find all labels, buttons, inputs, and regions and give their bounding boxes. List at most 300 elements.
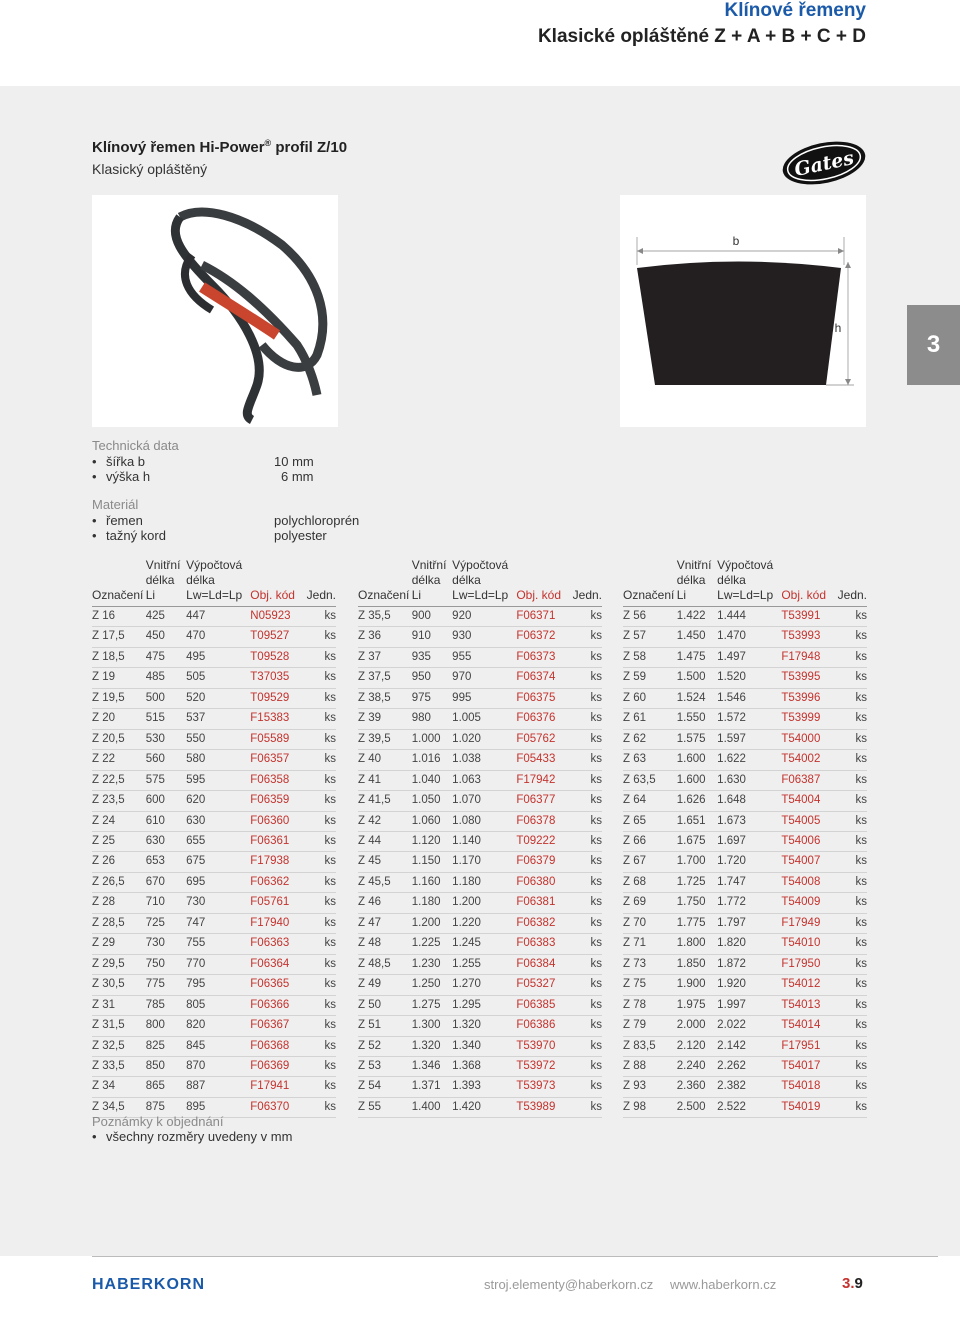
cell-order-code: T53999 (781, 709, 837, 729)
product-title-main: Klínový řemen Hi-Power (92, 139, 265, 156)
cell-designation: Z 52 (358, 1036, 412, 1056)
cell-order-code: F05433 (516, 750, 572, 770)
cell-unit: ks (573, 954, 602, 974)
cell-calc-length: 1.020 (452, 729, 516, 749)
cell-designation: Z 46 (358, 893, 412, 913)
cell-calc-length: 970 (452, 668, 516, 688)
page-title: Klasické opláštěné Z + A + B + C + D (537, 26, 866, 47)
contact-email-link[interactable]: stroj.elementy@haberkorn.cz (484, 1277, 654, 1292)
cell-calc-length: 1.597 (717, 729, 781, 749)
cell-calc-length: 1.368 (452, 1056, 516, 1076)
cell-designation: Z 22 (92, 750, 146, 770)
cell-calc-length: 1.697 (717, 831, 781, 851)
col-designation: Označení (358, 558, 412, 607)
cell-order-code: F17949 (781, 913, 837, 933)
cell-unit: ks (573, 770, 602, 790)
table-row (623, 750, 867, 770)
table-header-row (92, 558, 336, 607)
cell-inner-length: 980 (412, 709, 452, 729)
gates-logo (780, 140, 868, 186)
cell-designation: Z 63,5 (623, 770, 677, 790)
cell-inner-length: 560 (146, 750, 186, 770)
cell-calc-length: 1.622 (717, 750, 781, 770)
cell-designation: Z 70 (623, 913, 677, 933)
cell-inner-length: 2.500 (677, 1097, 717, 1117)
cell-order-code: F06368 (250, 1036, 306, 1056)
cell-order-code: F06385 (516, 995, 572, 1015)
cell-inner-length: 653 (146, 852, 186, 872)
cell-calc-length: 955 (452, 647, 516, 667)
cell-calc-length: 770 (186, 954, 250, 974)
cell-calc-length: 1.063 (452, 770, 516, 790)
table-row (358, 872, 602, 892)
cell-order-code: F06382 (516, 913, 572, 933)
table-row (623, 1036, 867, 1056)
table-row (623, 668, 867, 688)
cell-unit: ks (307, 913, 336, 933)
cell-designation: Z 19,5 (92, 688, 146, 708)
cell-order-code: T53970 (516, 1036, 572, 1056)
cell-designation: Z 36 (358, 627, 412, 647)
cell-inner-length: 1.800 (677, 934, 717, 954)
cell-designation: Z 62 (623, 729, 677, 749)
cell-inner-length: 1.750 (677, 893, 717, 913)
cell-designation: Z 57 (623, 627, 677, 647)
cell-unit: ks (838, 647, 867, 667)
cell-inner-length: 850 (146, 1056, 186, 1076)
table-row (358, 1016, 602, 1036)
cell-order-code: T54008 (781, 872, 837, 892)
cell-unit: ks (573, 913, 602, 933)
cell-designation: Z 18,5 (92, 647, 146, 667)
cell-unit: ks (838, 913, 867, 933)
brand-logo: HABERKORN (92, 1276, 205, 1293)
cell-order-code: T54009 (781, 893, 837, 913)
cell-inner-length: 610 (146, 811, 186, 831)
cell-calc-length: 675 (186, 852, 250, 872)
cell-unit: ks (307, 954, 336, 974)
table-row (358, 831, 602, 851)
table-row (92, 811, 336, 831)
cell-designation: Z 60 (623, 688, 677, 708)
cell-calc-length: 1.747 (717, 872, 781, 892)
cell-designation: Z 19 (92, 668, 146, 688)
cell-designation: Z 55 (358, 1097, 412, 1117)
table-row (623, 791, 867, 811)
cell-order-code: T54002 (781, 750, 837, 770)
cell-designation: Z 16 (92, 607, 146, 627)
cell-inner-length: 1.050 (412, 791, 452, 811)
cell-unit: ks (307, 811, 336, 831)
cell-designation: Z 34 (92, 1077, 146, 1097)
table-row (92, 913, 336, 933)
cell-inner-length: 1.371 (412, 1077, 452, 1097)
cell-calc-length: 1.180 (452, 872, 516, 892)
table-row (92, 791, 336, 811)
cell-calc-length: 795 (186, 975, 250, 995)
cell-calc-length: 2.382 (717, 1077, 781, 1097)
cell-unit: ks (573, 607, 602, 627)
cell-calc-length: 470 (186, 627, 250, 647)
cell-inner-length: 630 (146, 831, 186, 851)
cell-calc-length: 580 (186, 750, 250, 770)
table-row (92, 934, 336, 954)
table-row (623, 934, 867, 954)
table-row (358, 1097, 602, 1117)
cell-designation: Z 65 (623, 811, 677, 831)
col-inner-length: Vnitřní délka Li (146, 558, 186, 607)
cell-unit: ks (307, 872, 336, 892)
cell-order-code: T54004 (781, 791, 837, 811)
table-row (92, 770, 336, 790)
cell-order-code: T54012 (781, 975, 837, 995)
cell-inner-length: 710 (146, 893, 186, 913)
cell-unit: ks (573, 995, 602, 1015)
cell-designation: Z 20,5 (92, 729, 146, 749)
cell-designation: Z 64 (623, 791, 677, 811)
cell-designation: Z 32,5 (92, 1036, 146, 1056)
cell-designation: Z 48,5 (358, 954, 412, 974)
cell-order-code: F06357 (250, 750, 306, 770)
cell-unit: ks (307, 1097, 336, 1117)
cell-order-code: F06371 (516, 607, 572, 627)
tech-item (92, 469, 150, 484)
cell-designation: Z 31 (92, 995, 146, 1015)
cell-calc-length: 1.340 (452, 1036, 516, 1056)
col-calc-length: Výpočtová délka Lw=Ld=Lp (186, 558, 250, 607)
cell-designation: Z 42 (358, 811, 412, 831)
cell-designation: Z 66 (623, 831, 677, 851)
tech-data-heading: Technická data (92, 438, 179, 453)
cell-unit: ks (838, 1056, 867, 1076)
cell-unit: ks (307, 647, 336, 667)
cell-inner-length: 1.120 (412, 831, 452, 851)
col-unit: Jedn. (307, 558, 336, 607)
material-item-value: polychloroprén (274, 513, 360, 528)
cell-calc-length: 1.070 (452, 791, 516, 811)
col-inner-length: Vnitřní délka Li (677, 558, 717, 607)
cell-unit: ks (573, 1036, 602, 1056)
col-unit: Jedn. (573, 558, 602, 607)
cell-order-code: F06366 (250, 995, 306, 1015)
cell-unit: ks (573, 811, 602, 831)
cell-calc-length: 2.522 (717, 1097, 781, 1117)
product-photo (92, 195, 338, 427)
cell-inner-length: 1.200 (412, 913, 452, 933)
order-note-text: všechny rozměry uvedeny v mm (106, 1129, 293, 1144)
table-row (623, 872, 867, 892)
material-item-label: řemen (106, 513, 143, 528)
table-row (358, 893, 602, 913)
table-row (358, 627, 602, 647)
cell-order-code: T54007 (781, 852, 837, 872)
website-link[interactable]: www.haberkorn.cz (670, 1277, 777, 1292)
tech-item-value: 10 mm (274, 454, 314, 469)
table-row (358, 954, 602, 974)
cell-unit: ks (307, 729, 336, 749)
order-notes-heading: Poznámky k objednání (92, 1114, 224, 1129)
cell-unit: ks (573, 1077, 602, 1097)
cell-unit: ks (573, 1097, 602, 1117)
cell-designation: Z 56 (623, 607, 677, 627)
cell-unit: ks (307, 791, 336, 811)
cell-calc-length: 1.245 (452, 934, 516, 954)
material-item (92, 513, 143, 528)
table-row (92, 954, 336, 974)
cell-unit: ks (573, 750, 602, 770)
cell-calc-length: 920 (452, 607, 516, 627)
table-row (92, 627, 336, 647)
table-row (358, 852, 602, 872)
cell-inner-length: 1.975 (677, 995, 717, 1015)
cell-unit: ks (838, 852, 867, 872)
cell-calc-length: 1.200 (452, 893, 516, 913)
cell-unit: ks (307, 1077, 336, 1097)
table-row (92, 729, 336, 749)
cell-unit: ks (573, 729, 602, 749)
cell-order-code: F06376 (516, 709, 572, 729)
cell-calc-length: 805 (186, 995, 250, 1015)
cell-inner-length: 1.160 (412, 872, 452, 892)
bullet-icon: • (92, 469, 97, 484)
cell-calc-length: 1.320 (452, 1016, 516, 1036)
cell-order-code: F06363 (250, 934, 306, 954)
cell-designation: Z 45 (358, 852, 412, 872)
cell-inner-length: 670 (146, 872, 186, 892)
cell-unit: ks (838, 1016, 867, 1036)
cell-order-code: F06358 (250, 770, 306, 790)
cell-calc-length: 1.170 (452, 852, 516, 872)
cell-inner-length: 825 (146, 1036, 186, 1056)
cell-inner-length: 1.500 (677, 668, 717, 688)
tech-item-label: výška h (106, 469, 151, 484)
cell-inner-length: 950 (412, 668, 452, 688)
cell-designation: Z 58 (623, 647, 677, 667)
registered-mark: ® (264, 138, 272, 148)
chapter-tab: 3 (907, 305, 960, 385)
cell-calc-length: 887 (186, 1077, 250, 1097)
cell-order-code: T54000 (781, 729, 837, 749)
cell-unit: ks (838, 934, 867, 954)
table-row (623, 954, 867, 974)
col-calc-length: Výpočtová délka Lw=Ld=Lp (717, 558, 781, 607)
cell-inner-length: 1.900 (677, 975, 717, 995)
cell-inner-length: 1.300 (412, 1016, 452, 1036)
cell-order-code: T54005 (781, 811, 837, 831)
cell-order-code: F06361 (250, 831, 306, 851)
cell-inner-length: 530 (146, 729, 186, 749)
cell-calc-length: 747 (186, 913, 250, 933)
bullet-icon: • (92, 1129, 97, 1144)
table-row (358, 729, 602, 749)
cell-order-code: T37035 (250, 668, 306, 688)
cell-unit: ks (307, 893, 336, 913)
cell-designation: Z 93 (623, 1077, 677, 1097)
table-row (358, 811, 602, 831)
cell-designation: Z 37 (358, 647, 412, 667)
cell-inner-length: 2.120 (677, 1036, 717, 1056)
cell-calc-length: 1.470 (717, 627, 781, 647)
cell-calc-length: 1.220 (452, 913, 516, 933)
table-row (92, 647, 336, 667)
table-row (358, 975, 602, 995)
cell-designation: Z 41 (358, 770, 412, 790)
cell-inner-length: 1.040 (412, 770, 452, 790)
cell-calc-length: 730 (186, 893, 250, 913)
cell-inner-length: 475 (146, 647, 186, 667)
cell-designation: Z 83,5 (623, 1036, 677, 1056)
cell-order-code: T53996 (781, 688, 837, 708)
cell-unit: ks (573, 668, 602, 688)
cell-inner-length: 775 (146, 975, 186, 995)
cell-unit: ks (573, 791, 602, 811)
cell-order-code: F15383 (250, 709, 306, 729)
cell-inner-length: 1.524 (677, 688, 717, 708)
cell-unit: ks (307, 607, 336, 627)
table-row (623, 607, 867, 627)
cell-order-code: F06386 (516, 1016, 572, 1036)
cell-calc-length: 1.673 (717, 811, 781, 831)
table-row (92, 852, 336, 872)
cell-inner-length: 2.240 (677, 1056, 717, 1076)
cell-unit: ks (838, 709, 867, 729)
cell-inner-length: 1.422 (677, 607, 717, 627)
cell-designation: Z 39,5 (358, 729, 412, 749)
cell-designation: Z 31,5 (92, 1016, 146, 1036)
cell-unit: ks (307, 975, 336, 995)
cell-unit: ks (573, 872, 602, 892)
table-row (623, 1016, 867, 1036)
cell-unit: ks (838, 1036, 867, 1056)
cell-designation: Z 39 (358, 709, 412, 729)
table-row (92, 709, 336, 729)
cell-inner-length: 1.600 (677, 770, 717, 790)
cell-order-code: T54019 (781, 1097, 837, 1117)
col-inner-length: Vnitřní délka Li (412, 558, 452, 607)
chapter-number: 3. (842, 1275, 855, 1292)
cell-inner-length: 450 (146, 627, 186, 647)
cell-calc-length: 820 (186, 1016, 250, 1036)
cell-inner-length: 865 (146, 1077, 186, 1097)
cell-inner-length: 1.346 (412, 1056, 452, 1076)
width-label: b (732, 234, 740, 248)
cell-unit: ks (307, 770, 336, 790)
cell-order-code: F17941 (250, 1077, 306, 1097)
cell-unit: ks (838, 729, 867, 749)
cell-unit: ks (838, 750, 867, 770)
cell-order-code: F05761 (250, 893, 306, 913)
cell-unit: ks (573, 934, 602, 954)
cell-calc-length: 1.444 (717, 607, 781, 627)
product-title (92, 138, 347, 156)
cell-designation: Z 44 (358, 831, 412, 851)
table-row (358, 709, 602, 729)
cell-designation: Z 59 (623, 668, 677, 688)
cell-unit: ks (307, 709, 336, 729)
table-row (623, 1097, 867, 1117)
cell-calc-length: 1.005 (452, 709, 516, 729)
belt-profile-shape (637, 262, 841, 386)
cell-inner-length: 1.675 (677, 831, 717, 851)
cell-order-code: F06375 (516, 688, 572, 708)
table-row (358, 688, 602, 708)
table-row (92, 893, 336, 913)
cell-unit: ks (838, 791, 867, 811)
cell-inner-length: 485 (146, 668, 186, 688)
cell-unit: ks (573, 1016, 602, 1036)
cell-order-code: T09528 (250, 647, 306, 667)
table-row (623, 995, 867, 1015)
cell-unit: ks (307, 1036, 336, 1056)
table-row (623, 647, 867, 667)
cell-calc-length: 1.140 (452, 831, 516, 851)
cell-order-code: F05589 (250, 729, 306, 749)
cell-calc-length: 755 (186, 934, 250, 954)
cell-order-code: T54013 (781, 995, 837, 1015)
cell-designation: Z 28,5 (92, 913, 146, 933)
cell-designation: Z 73 (623, 954, 677, 974)
product-subtitle: Klasický opláštěný (92, 161, 208, 177)
cell-designation: Z 41,5 (358, 791, 412, 811)
cell-calc-length: 1.520 (717, 668, 781, 688)
cell-designation: Z 79 (623, 1016, 677, 1036)
cell-inner-length: 1.475 (677, 647, 717, 667)
cell-inner-length: 1.550 (677, 709, 717, 729)
cell-calc-length: 1.872 (717, 954, 781, 974)
cell-calc-length: 505 (186, 668, 250, 688)
cell-designation: Z 63 (623, 750, 677, 770)
material-heading: Materiál (92, 497, 139, 512)
cell-inner-length: 1.575 (677, 729, 717, 749)
cell-inner-length: 1.150 (412, 852, 452, 872)
cell-order-code: T53995 (781, 668, 837, 688)
table-row (623, 688, 867, 708)
cell-designation: Z 75 (623, 975, 677, 995)
cell-calc-length: 1.295 (452, 995, 516, 1015)
cell-unit: ks (838, 954, 867, 974)
cell-order-code: T54014 (781, 1016, 837, 1036)
cell-inner-length: 1.225 (412, 934, 452, 954)
table-row (623, 709, 867, 729)
table-row (92, 1016, 336, 1036)
cell-calc-length: 1.080 (452, 811, 516, 831)
cell-order-code: T53993 (781, 627, 837, 647)
table-row (623, 975, 867, 995)
cell-inner-length: 1.016 (412, 750, 452, 770)
tech-item-label: šířka b (106, 454, 146, 469)
cell-unit: ks (573, 688, 602, 708)
cell-unit: ks (838, 975, 867, 995)
cell-unit: ks (573, 709, 602, 729)
cell-inner-length: 1.320 (412, 1036, 452, 1056)
bullet-icon: • (92, 513, 97, 528)
cell-calc-length: 930 (452, 627, 516, 647)
cell-unit: ks (307, 688, 336, 708)
table-row (623, 913, 867, 933)
cell-inner-length: 1.626 (677, 791, 717, 811)
table-row (358, 791, 602, 811)
table-row (358, 647, 602, 667)
table-row (358, 1036, 602, 1056)
cell-designation: Z 33,5 (92, 1056, 146, 1076)
product-title-suffix: profil Z/10 (271, 139, 348, 156)
table-row (92, 750, 336, 770)
cell-calc-length: 520 (186, 688, 250, 708)
table-row (92, 688, 336, 708)
table-row (358, 668, 602, 688)
cell-order-code: F05327 (516, 975, 572, 995)
cell-inner-length: 875 (146, 1097, 186, 1117)
